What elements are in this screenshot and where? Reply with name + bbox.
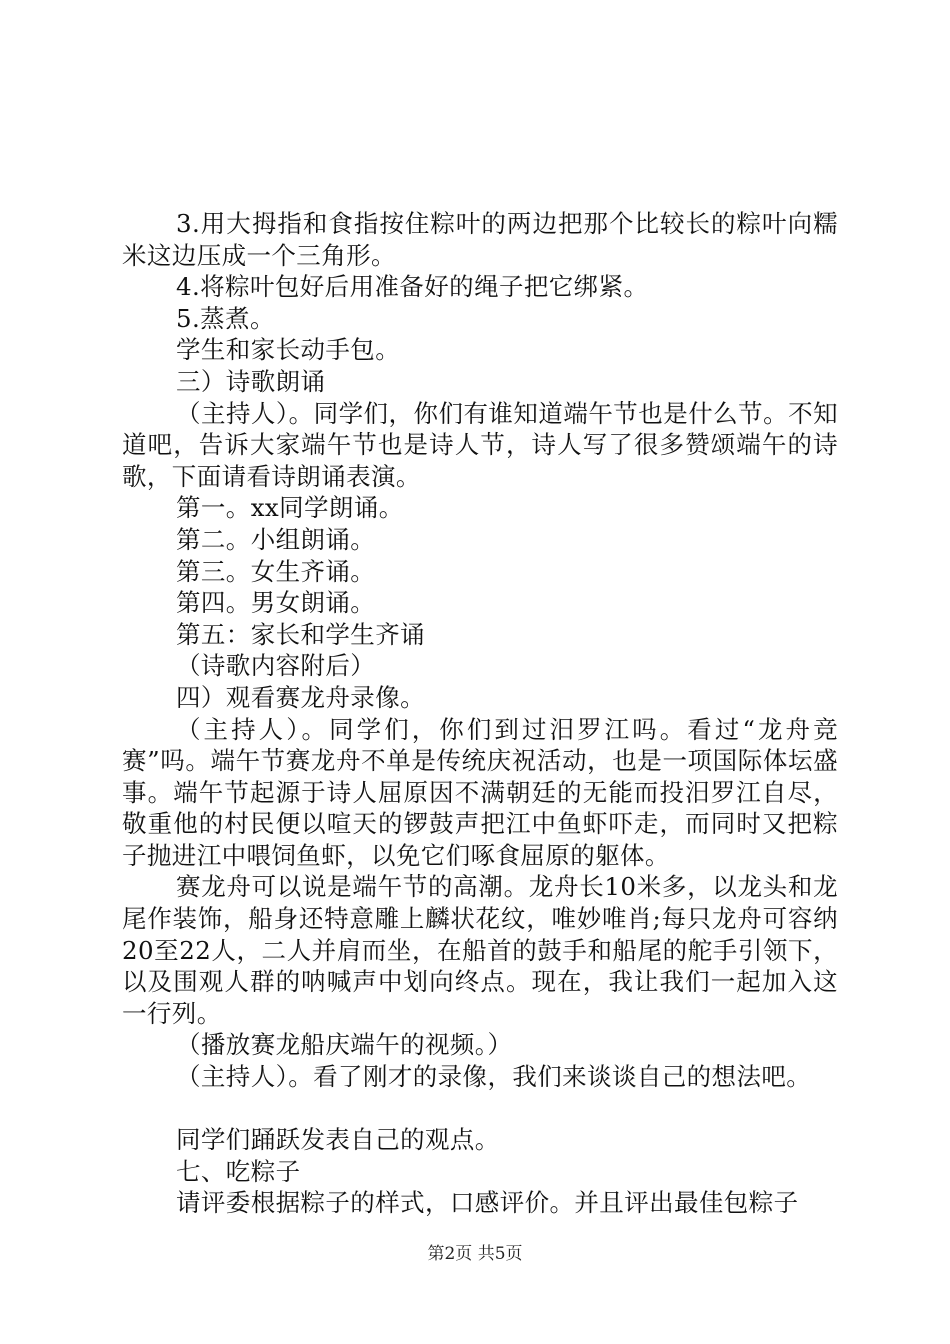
list-item-first: 第一。xx同学朗诵。 — [176, 493, 404, 523]
document-body — [122, 208, 838, 1219]
paragraph-poem-note: （诗歌内容附后） — [176, 651, 376, 681]
paragraph-students-opinions: 同学们踊跃发表自己的观点。 — [176, 1125, 500, 1155]
paragraph-host-poetry: （主持人）。同学们，你们有谁知道端午节也是什么节。不知道吧，告诉大家端午节也是诗人节，诗人写了很多赞颂端午的诗歌，下面请看诗朗诵表演。 — [122, 398, 838, 491]
list-item-third: 第三。女生齐诵。 — [176, 556, 376, 586]
paragraph-dragon-boat-race: 赛龙舟可以说是端午节的高潮。龙舟长10米多，以龙头和龙尾作装饰，船身还特意雕上麟状花纹，唯妙唯肖;每只龙舟可容纳20至22人，二人并肩而坐，在船首的鼓手和船尾的舵手引领下，以及围观人群的呐喊声中划向终点。现在，我让我们一起加入这一行列。 — [122, 872, 838, 1028]
page-number-footer: 第2页 共5页 — [427, 1244, 523, 1264]
list-item-fourth: 第四。男女朗诵。 — [176, 588, 376, 618]
section-heading-dragon-boat: 四）观看赛龙舟录像。 — [176, 682, 425, 712]
section-heading-poetry: 三）诗歌朗诵 — [176, 366, 326, 396]
section-heading-eat-zongzi: 七、吃粽子 — [176, 1156, 301, 1186]
list-item-second: 第二。小组朗诵。 — [176, 524, 376, 554]
paragraph-host-dragon-boat: （主持人）。同学们，你们到过汨罗江吗。看过“龙舟竞赛”吗。端午节赛龙舟不单是传统庆祝活动，也是一项国际体坛盛事。端午节起源于诗人屈原因不满朝廷的无能而投汨罗江自尽，敬重他的村民便以喧天的锣鼓声把江中鱼虾吓走，而同时又把粽子抛进江中喂饲鱼虾，以免它们啄食屈原的躯体。 — [122, 714, 838, 870]
paragraph-host-discussion: （主持人）。看了刚才的录像，我们来谈谈自己的想法吧。 — [176, 1062, 812, 1092]
paragraph-play-video: （播放赛龙船庆端午的视频。） — [176, 1030, 513, 1060]
paragraph-step-4: 4.将粽叶包好后用准备好的绳子把它绑紧。 — [176, 272, 649, 302]
list-item-fifth: 第五：家长和学生齐诵 — [176, 619, 425, 649]
paragraph-judges: 请评委根据粽子的样式，口感评价。并且评出最佳包粽子 — [176, 1188, 799, 1218]
paragraph-step-3: 3.用大拇指和食指按住粽叶的两边把那个比较长的粽叶向糯米这边压成一个三角形。 — [122, 209, 838, 270]
blank-line — [122, 1093, 838, 1125]
paragraph-hands-on: 学生和家长动手包。 — [176, 335, 401, 365]
paragraph-step-5: 5.蒸煮。 — [176, 303, 275, 333]
